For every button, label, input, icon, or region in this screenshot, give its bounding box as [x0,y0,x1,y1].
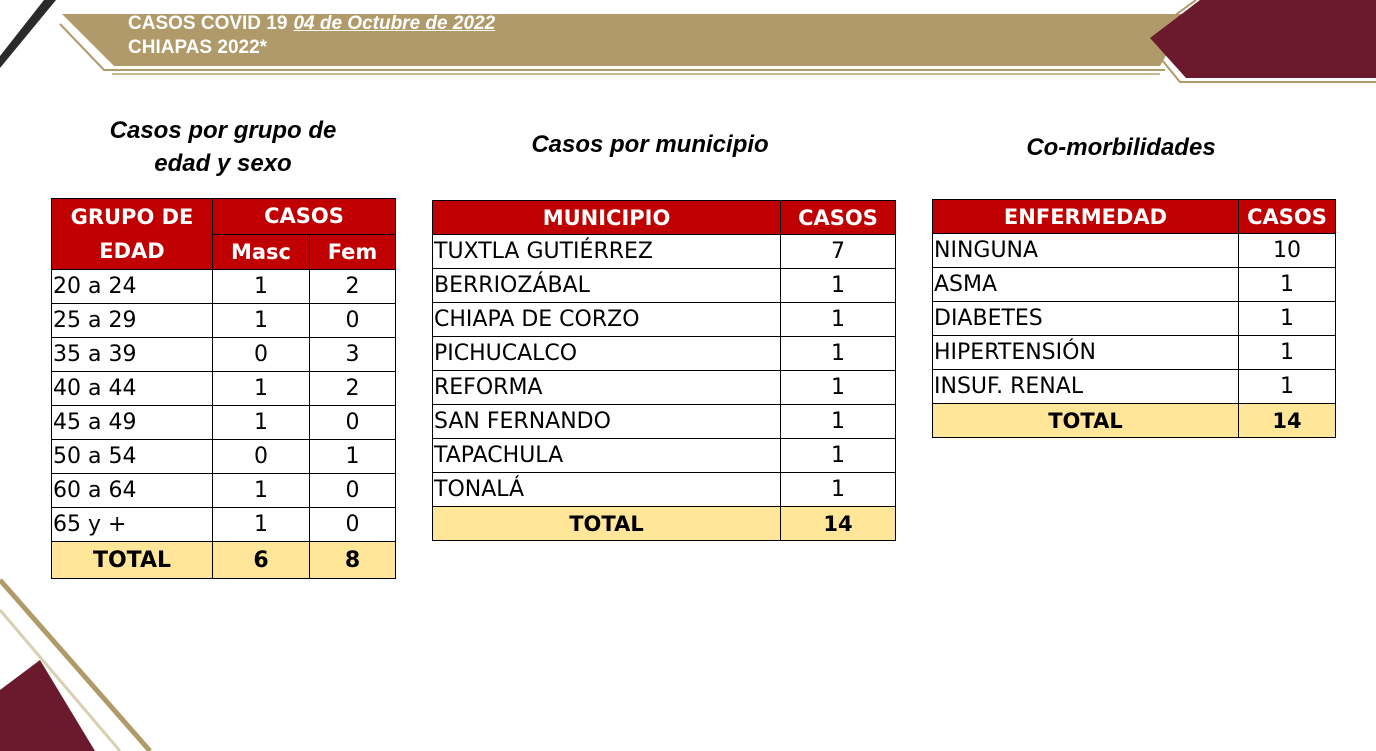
municipio-cases-cell: 7 [781,235,896,269]
municipio-name-cell: TAPACHULA [433,439,781,473]
total-masc: 6 [213,542,310,579]
fem-cell: 0 [310,304,396,338]
age-title-line1: Casos por grupo de [109,117,337,144]
municipio-table [432,200,896,541]
table-row [52,508,396,542]
table-row [52,304,396,338]
age-group-cell: 40 a 44 [52,372,213,406]
disease-name-cell: ASMA [933,268,1239,302]
age-title-line2: edad y sexo [154,150,292,177]
age-group-header [52,199,213,270]
age-group-header-line1: GRUPO DE [70,205,194,229]
table-row [933,302,1336,336]
total-row [433,507,896,541]
municipio-name-cell: CHIAPA DE CORZO [433,303,781,337]
disease-cases-cell: 1 [1239,336,1336,370]
table-row [433,303,896,337]
table-row [933,234,1336,268]
header-line1: CASOS COVID 19 [128,13,288,34]
table-row [52,270,396,304]
table-row [52,372,396,406]
masc-cell: 1 [213,304,310,338]
municipio-cases-cell: 1 [781,405,896,439]
table-row [433,269,896,303]
age-group-header-line2: EDAD [99,239,165,263]
municipio-cases-cell: 1 [781,473,896,507]
total-row [52,542,396,579]
age-group-cell: 35 a 39 [52,338,213,372]
disease-header: ENFERMEDAD [933,200,1239,234]
masc-cell: 1 [213,508,310,542]
municipio-name-cell: TUXTLA GUTIÉRREZ [433,235,781,269]
table-row [933,268,1336,302]
masc-header: Masc [213,234,310,270]
municipio-name-cell: TONALÁ [433,473,781,507]
fem-cell: 2 [310,372,396,406]
municipio-name-cell: BERRIOZÁBAL [433,269,781,303]
comorbidity-total-label: TOTAL [933,404,1239,438]
table-row [933,370,1336,404]
municipio-total-cases: 14 [781,507,896,541]
table-row [433,405,896,439]
fem-cell: 0 [310,508,396,542]
table-row [52,474,396,508]
table-row [433,235,896,269]
comorbidity-cases-header: CASOS [1239,200,1336,234]
age-group-cell: 25 a 29 [52,304,213,338]
fem-cell: 0 [310,474,396,508]
comorbidity-total-cases: 14 [1239,404,1336,438]
maroon-block-top-right [1150,0,1376,78]
masc-cell: 0 [213,440,310,474]
table-row [933,336,1336,370]
header-title [128,12,495,60]
municipio-cases-cell: 1 [781,337,896,371]
comorbidity-section-title: Co-morbilidades [1026,134,1216,161]
masc-cell: 0 [213,338,310,372]
table-row [433,337,896,371]
municipio-name-cell: SAN FERNANDO [433,405,781,439]
disease-cases-cell: 10 [1239,234,1336,268]
masc-cell: 1 [213,474,310,508]
disease-cases-cell: 1 [1239,302,1336,336]
fem-cell: 2 [310,270,396,304]
disease-cases-cell: 1 [1239,268,1336,302]
corner-stroke-top-left [0,0,56,68]
table-row [433,439,896,473]
table-row [52,406,396,440]
disease-name-cell: DIABETES [933,302,1239,336]
age-group-cell: 20 a 24 [52,270,213,304]
fem-cell: 1 [310,440,396,474]
disease-name-cell: NINGUNA [933,234,1239,268]
table-row [433,371,896,405]
header-date: 04 de Octubre de 2022 [293,13,496,34]
total-row [933,404,1336,438]
municipio-cases-cell: 1 [781,269,896,303]
comorbidity-table [932,199,1336,438]
municipio-total-label: TOTAL [433,507,781,541]
age-sex-table [51,198,396,579]
fem-cell: 0 [310,406,396,440]
total-fem: 8 [310,542,396,579]
masc-cell: 1 [213,406,310,440]
age-group-cell: 65 y + [52,508,213,542]
municipio-cases-cell: 1 [781,303,896,337]
cases-header: CASOS [213,199,396,235]
masc-cell: 1 [213,270,310,304]
municipio-header: MUNICIPIO [433,201,781,235]
comorbidity-table-header [933,200,1336,234]
age-group-cell: 45 a 49 [52,406,213,440]
municipio-cases-header: CASOS [781,201,896,235]
disease-cases-cell: 1 [1239,370,1336,404]
fem-header: Fem [310,234,396,270]
table-row [433,473,896,507]
age-section-title [52,114,394,180]
total-label: TOTAL [52,542,213,579]
age-table-header-row1 [52,199,396,235]
municipio-table-header [433,201,896,235]
age-group-cell: 60 a 64 [52,474,213,508]
header-line2: CHIAPAS 2022* [128,37,268,58]
municipio-name-cell: PICHUCALCO [433,337,781,371]
municipio-section-title: Casos por municipio [531,131,769,158]
municipio-name-cell: REFORMA [433,371,781,405]
table-row [52,338,396,372]
municipio-cases-cell: 1 [781,371,896,405]
table-row [52,440,396,474]
disease-name-cell: INSUF. RENAL [933,370,1239,404]
disease-name-cell: HIPERTENSIÓN [933,336,1239,370]
municipio-cases-cell: 1 [781,439,896,473]
age-group-cell: 50 a 54 [52,440,213,474]
masc-cell: 1 [213,372,310,406]
fem-cell: 3 [310,338,396,372]
